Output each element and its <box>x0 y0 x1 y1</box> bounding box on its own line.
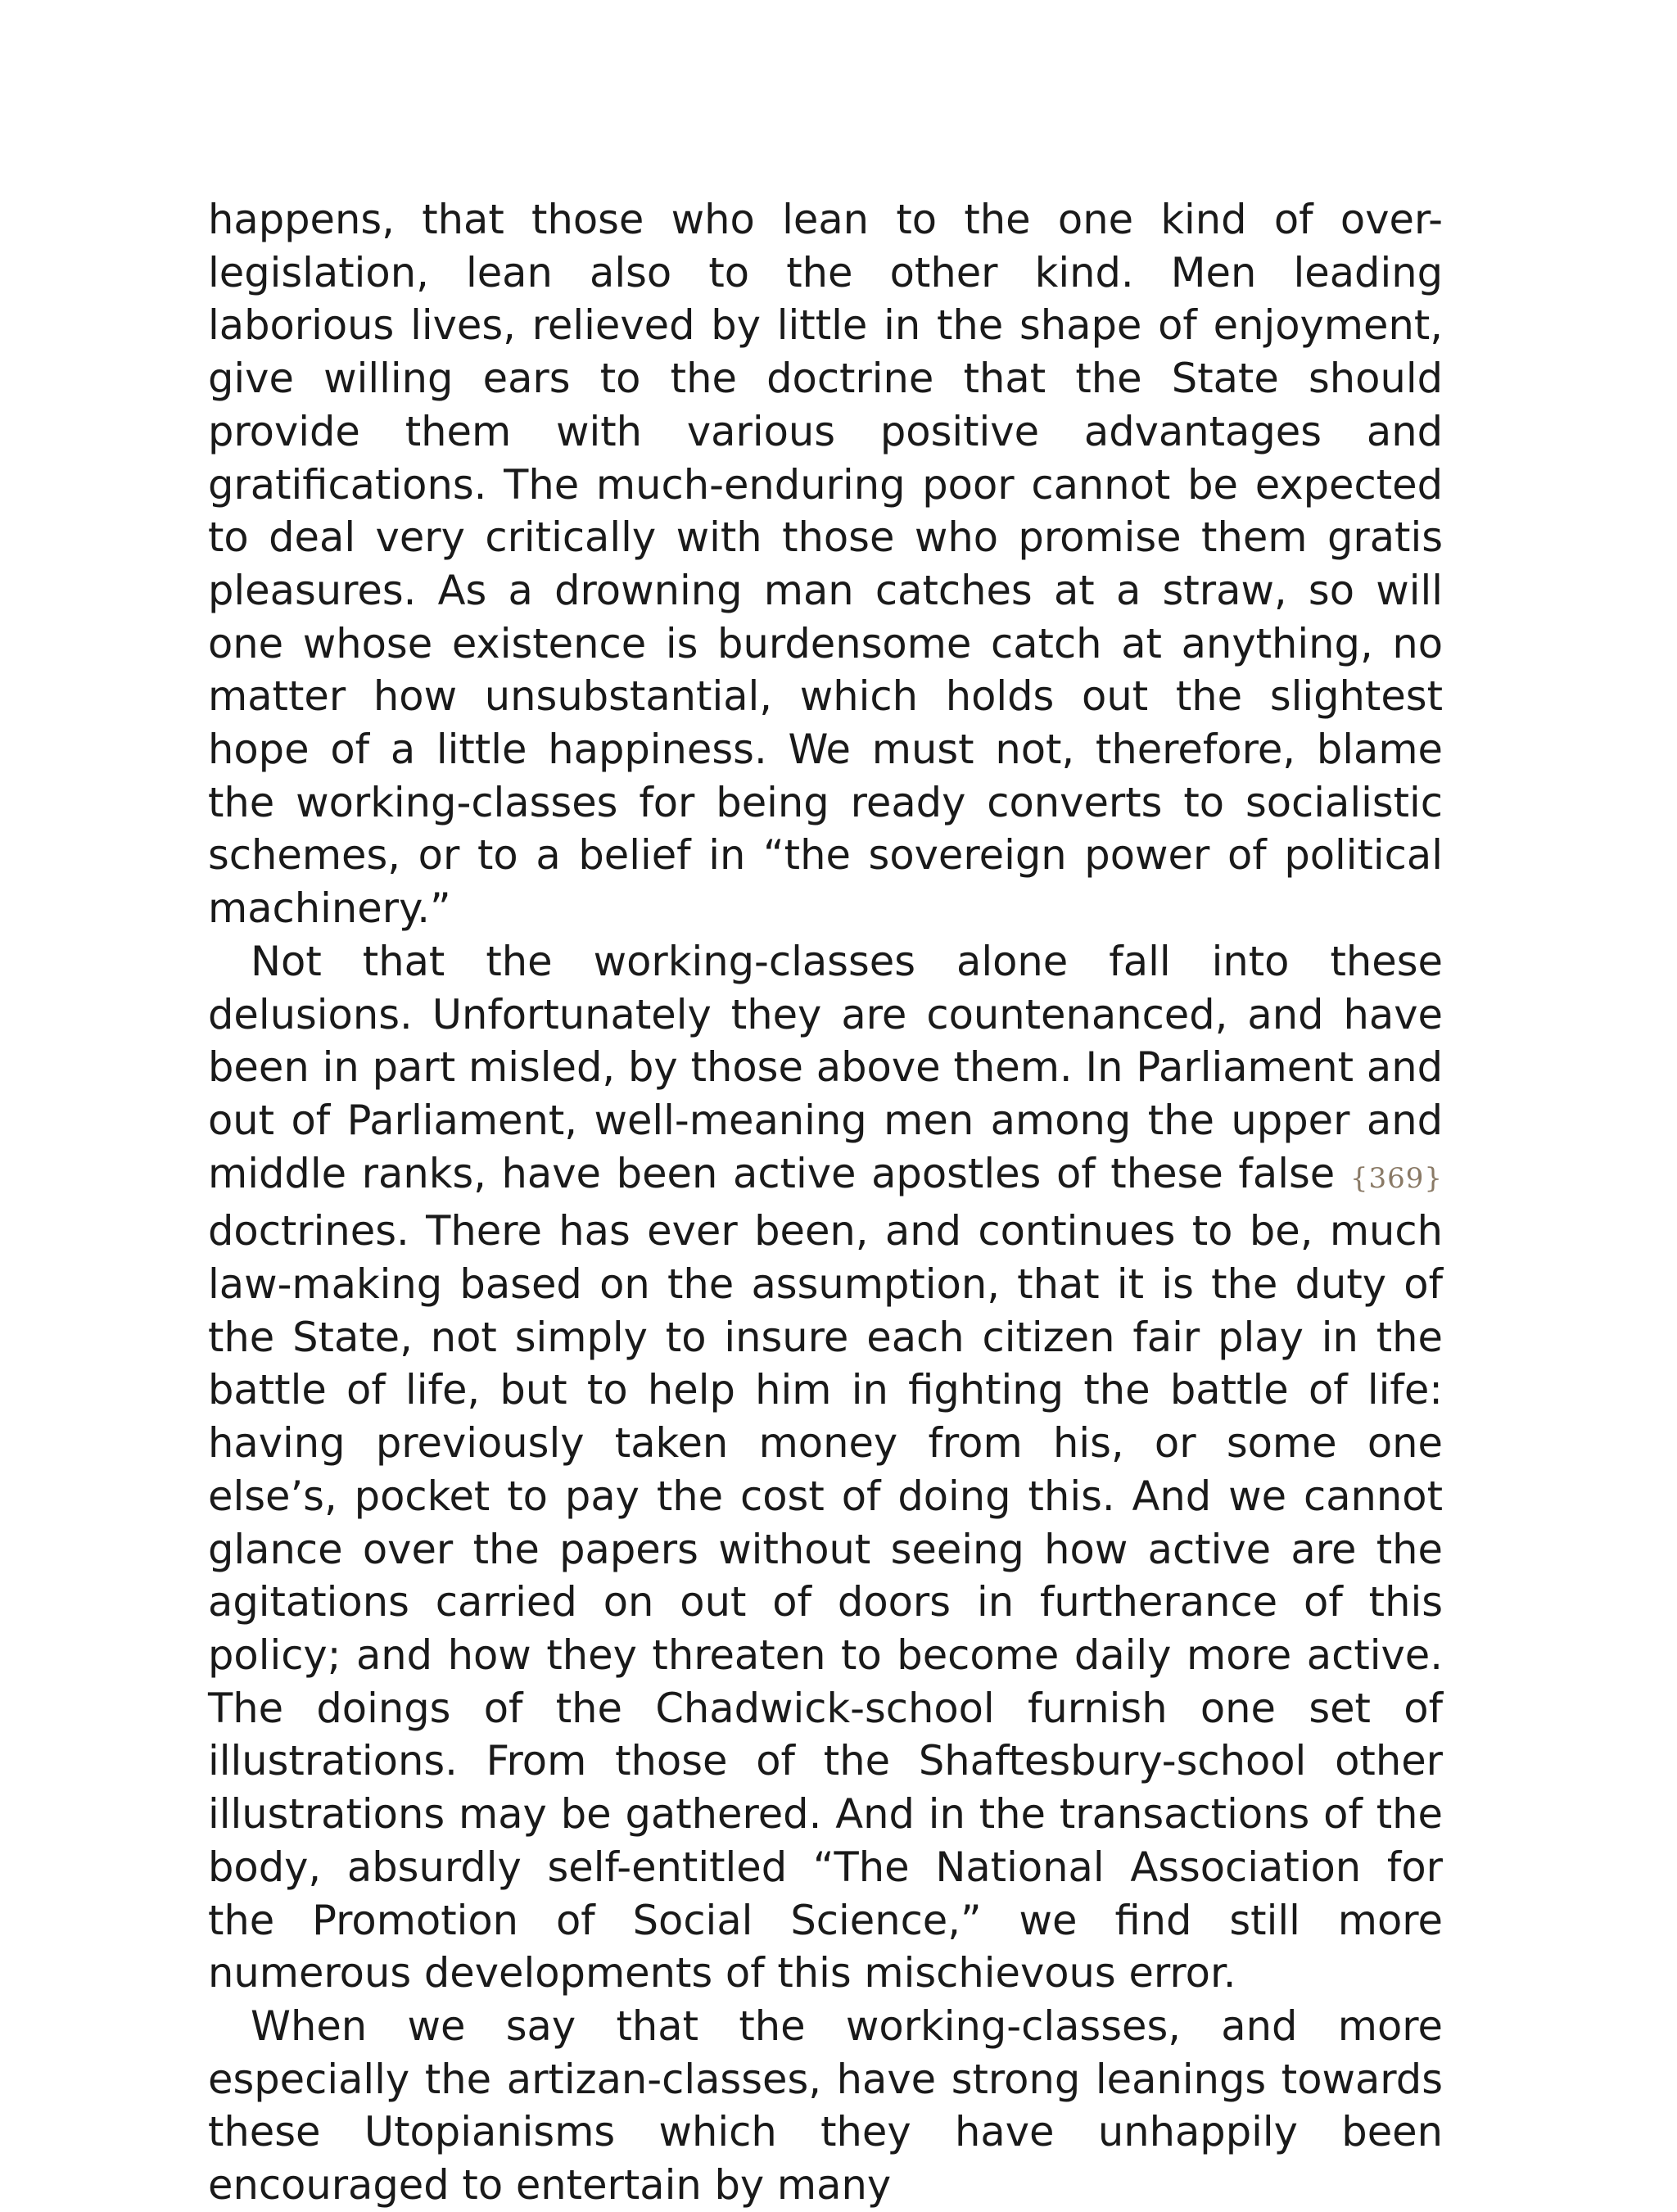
paragraph-2 <box>208 935 1443 2000</box>
paragraph-2-text-end: doctrines. There has ever been, and continues to be, much law-making based on the assumption, that it is the duty of the State, not simply to insure each citizen fair play in the battle of life, but to help him in fighting the battle of life: having previously taken money from his, or some one else’s, pocket to pay the cost of doing this. And we cannot glance over the papers without seeing how active are the agitations carried on out of doors in furtherance of this policy; and how they threaten to become daily more active. The doings of the Chadwick-school furnish one set of illustrations. From those of the Shaftesbury-school other illustrations may be gathered. And in the transactions of the body, absurdly self-entitled “The National Association for the Promotion of Social Science,” we find still more numerous developments of this mischievous error. <box>208 1207 1443 1997</box>
paragraph-1 <box>208 193 1443 935</box>
paragraph-2-text-start: Not that the working-classes alone fall into these delusions. Unfortunately they are countenanced, and have been in part misled, by those above them. In Parliament and out of Parliament, well-meaning men among the upper and middle ranks, have been active apostles of these false <box>208 937 1443 1197</box>
paragraph-1-text: happens, that those who lean to the one kind of over-legislation, lean also to the other kind. Men leading laborious lives, relieved by little in the shape of enjoyment, give willing ears to the doctrine that the State should provide them with various positive advantages and gratifications. The much-enduring poor cannot be expected to deal very critically with those who promise them gratis pleasures. As a drowning man catches at a straw, so will one whose existence is burdensome catch at anything, no matter how unsubstantial, which holds out the slightest hope of a little happiness. We must not, therefore, blame the working-classes for being ready converts to socialistic schemes, or to a belief in “the sovereign power of political machinery.” <box>208 196 1443 933</box>
page-body <box>208 193 1443 2212</box>
paragraph-3-text: When we say that the working-classes, and more especially the artizan-classes, have strong leanings towards these Utopianisms which they have unhappily been encouraged to entertain by many <box>208 2002 1443 2210</box>
page-number-marker[interactable]: {369} <box>1349 1161 1443 1195</box>
paragraph-3 <box>208 2000 1443 2212</box>
